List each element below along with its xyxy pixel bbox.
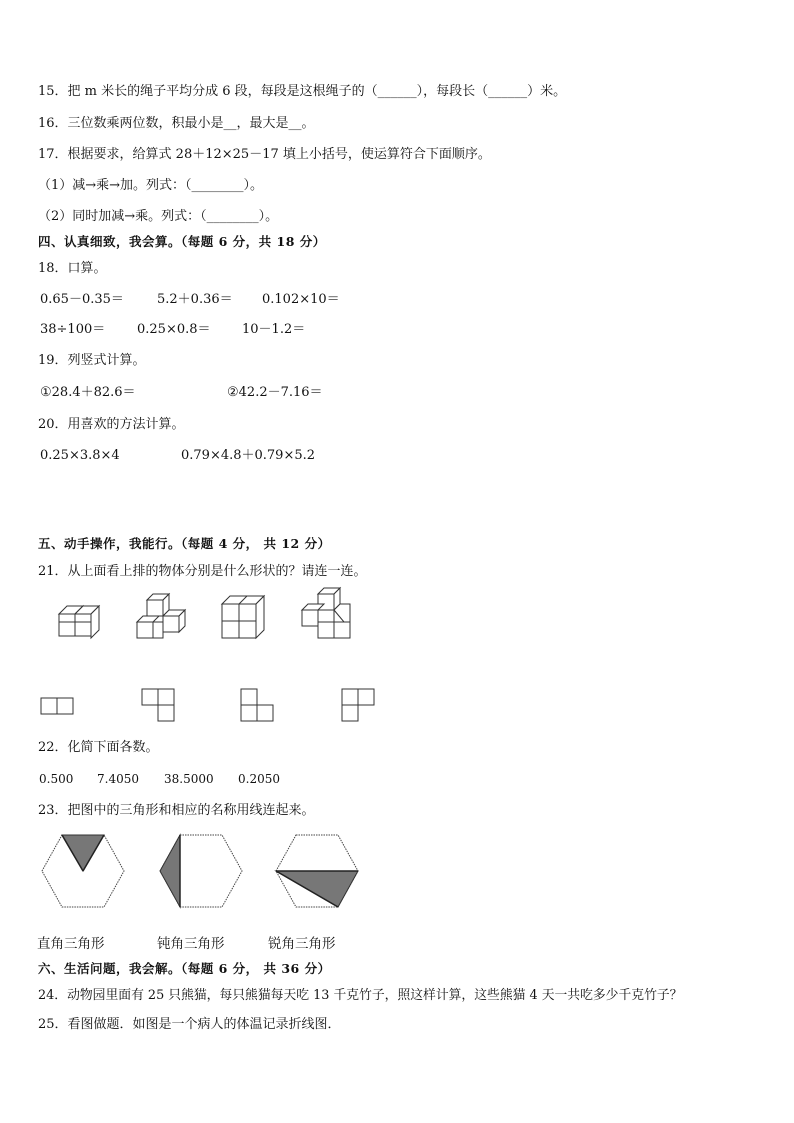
label-right-triangle: 直角三角形 bbox=[37, 936, 105, 952]
q18-expr-1: 0.65－0.35＝ bbox=[40, 292, 124, 307]
q22-number-2: 7.4050 bbox=[97, 772, 139, 786]
hexagon-right-triangle bbox=[40, 833, 126, 911]
top-view-shape-1 bbox=[40, 697, 76, 717]
section-5-heading: 五、动手操作，我能行。（每题 4 分， 共 12 分） bbox=[38, 536, 331, 551]
question-18: 18．口算。 bbox=[38, 261, 107, 276]
question-17-part-1: （1）减→乘→加。列式：（________）。 bbox=[38, 178, 264, 193]
q22-number-1: 0.500 bbox=[39, 772, 74, 786]
question-23: 23．把图中的三角形和相应的名称用线连起来。 bbox=[38, 803, 315, 818]
q19-expr-2: ②42.2－7.16＝ bbox=[227, 385, 323, 400]
cube-figure-4 bbox=[300, 588, 355, 640]
question-22: 22．化简下面各数。 bbox=[38, 740, 159, 755]
q18-expr-3: 0.102×10＝ bbox=[262, 292, 340, 307]
q18-expr-6: 10－1.2＝ bbox=[242, 322, 306, 337]
cube-figure-3 bbox=[220, 594, 268, 640]
label-acute-triangle: 锐角三角形 bbox=[268, 936, 336, 952]
q22-number-3: 38.5000 bbox=[164, 772, 214, 786]
question-20: 20．用喜欢的方法计算。 bbox=[38, 417, 185, 432]
question-16: 16．三位数乘两位数，积最小是__，最大是__。 bbox=[38, 116, 315, 131]
hexagon-obtuse-triangle bbox=[158, 833, 244, 911]
top-view-shape-3 bbox=[240, 688, 276, 724]
q18-expr-2: 5.2＋0.36＝ bbox=[157, 292, 233, 307]
question-15: 15．把 m 米长的绳子平均分成 6 段，每段是这根绳子的（______），每段长（______）米。 bbox=[38, 84, 567, 99]
q19-expr-1: ①28.4＋82.6＝ bbox=[40, 385, 136, 400]
q20-expr-1: 0.25×3.8×4 bbox=[40, 448, 120, 463]
q18-expr-4: 38÷100＝ bbox=[40, 322, 106, 337]
q20-expr-2: 0.79×4.8＋0.79×5.2 bbox=[181, 448, 316, 463]
top-view-shape-4 bbox=[341, 688, 377, 724]
cube-figure-1 bbox=[55, 600, 105, 640]
q22-number-4: 0.2050 bbox=[238, 772, 280, 786]
question-19: 19．列竖式计算。 bbox=[38, 353, 146, 368]
hexagon-acute-triangle bbox=[274, 833, 360, 911]
cube-figure-2 bbox=[135, 592, 190, 642]
question-17-part-2: （2）同时加减→乘。列式：（________）。 bbox=[38, 209, 279, 224]
top-view-shape-2 bbox=[141, 688, 177, 724]
question-25: 25．看图做题．如图是一个病人的体温记录折线图． bbox=[38, 1017, 341, 1032]
section-4-heading: 四、认真细致，我会算。（每题 6 分，共 18 分） bbox=[38, 234, 326, 249]
q18-expr-5: 0.25×0.8＝ bbox=[137, 322, 211, 337]
question-21: 21．从上面看上排的物体分别是什么形状的？请连一连。 bbox=[38, 564, 367, 579]
label-obtuse-triangle: 钝角三角形 bbox=[157, 936, 225, 952]
question-24: 24．动物园里面有 25 只熊猫，每只熊猫每天吃 13 千克竹子，照这样计算，这些熊猫 4 天一共吃多少千克竹子？ bbox=[38, 988, 683, 1003]
section-6-heading: 六、生活问题，我会解。（每题 6 分， 共 36 分） bbox=[38, 961, 331, 976]
question-17: 17．根据要求，给算式 28＋12×25－17 填上小括号，使运算符合下面顺序。 bbox=[38, 147, 491, 162]
